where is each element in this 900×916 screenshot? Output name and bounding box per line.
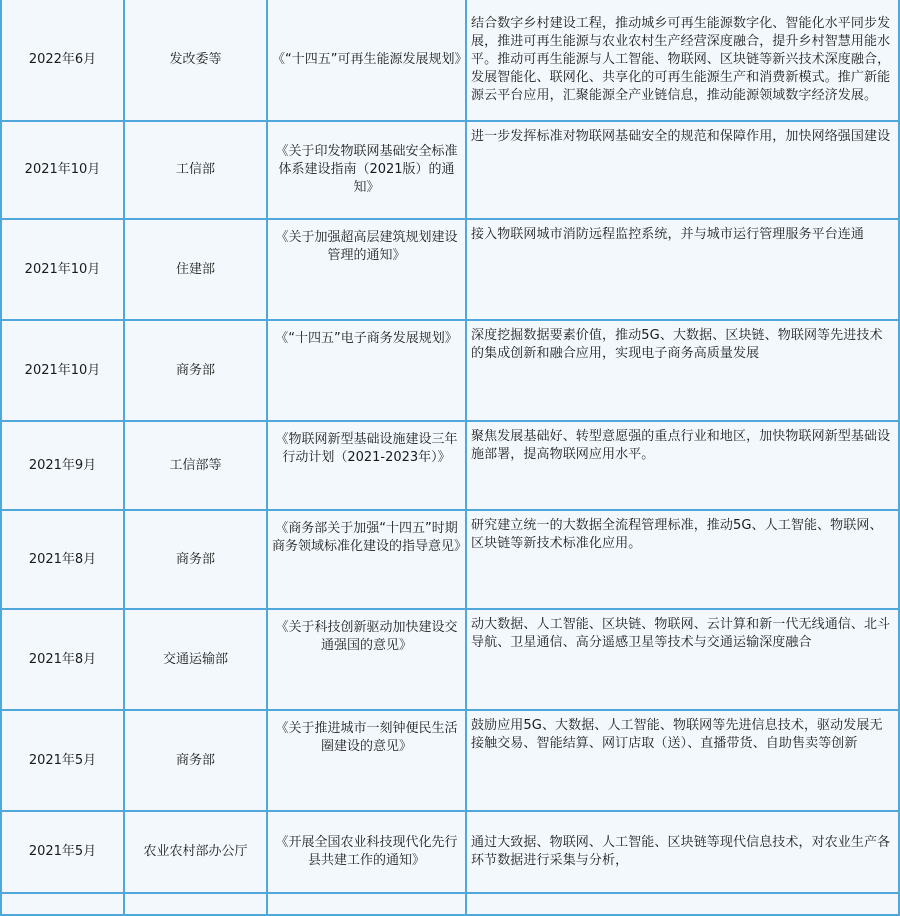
date-cell: 2021年10月 [1,121,124,219]
description-cell: 通过大致据、物联网、人工智能、区块链等现代信息技术，对农业生产各环节数据进行采集与分析， [466,811,899,893]
document-cell: 《关于加强超高层建筑规划建设管理的通知》 [267,219,466,320]
department-cell: 农业农村部办公厅 [124,811,267,893]
department-cell: 发改委等 [124,0,267,121]
table-row [1,121,899,219]
table-row [1,710,899,811]
department-cell: 工信部 [124,121,267,219]
table-row [1,510,899,609]
document-cell: 《“十四五”电子商务发展规划》 [267,320,466,421]
department-cell: 商务部 [124,710,267,811]
description-cell: 进一步发挥标准对物联网基础安全的规范和保障作用，加快网络强国建设 [466,121,899,219]
table-row [1,811,899,893]
date-cell: 2021年8月 [1,510,124,609]
table-row [1,421,899,510]
department-cell: 工信部等 [124,421,267,510]
table-row [1,320,899,421]
table-row [1,0,899,121]
date-cell: 2021年8月 [1,609,124,710]
description-cell: 研究建立统一的大数据全流程管理标准，推动5G、人工智能、物联网、区块链等新技术标准化应用。 [466,510,899,609]
date-cell: 2021年5月 [1,710,124,811]
document-cell: 《关于印发物联网基础安全标准体系建设指南（2021版）的通知》 [267,121,466,219]
department-cell: 交通运输部 [124,609,267,710]
document-cell: 《开展全国农业科技现代化先行县共建工作的通知》 [267,811,466,893]
document-cell: 《关于科技创新驱动加快建设交通强国的意见》 [267,609,466,710]
description-cell: 深度挖掘数据要素价值，推动5G、大数据、区块链、物联网等先进技术的集成创新和融合应用，实现电子商务高质量发展 [466,320,899,421]
description-cell: 动大数据、人工智能、区块链、物联网、云计算和新一代无线通信、北斗导航、卫星通信、高分遥感卫星等技术与交通运输深度融合 [466,609,899,710]
table-row [1,219,899,320]
department-cell: 商务部 [124,320,267,421]
document-cell: 《“十四五”可再生能源发展规划》 [267,0,466,121]
date-cell: 2021年5月 [1,811,124,893]
table-row [1,609,899,710]
document-cell [267,893,466,915]
date-cell: 2021年9月 [1,421,124,510]
document-cell: 《商务部关于加强“十四五”时期商务领域标准化建设的指导意见》 [267,510,466,609]
department-cell: 商务部 [124,510,267,609]
date-cell: 2021年10月 [1,219,124,320]
date-cell [1,893,124,915]
department-cell: 住建部 [124,219,267,320]
description-cell: 聚焦发展基础好、转型意愿强的重点行业和地区，加快物联网新型基础设施部署，提高物联网应用水平。 [466,421,899,510]
document-cell: 《物联网新型基础设施建设三年行动计划（2021-2023年）》 [267,421,466,510]
description-cell [466,893,899,915]
document-cell: 《关于推进城市一刻钟便民生活圈建设的意见》 [267,710,466,811]
table-row [1,893,899,915]
description-cell: 接入物联网城市消防远程监控系统，并与城市运行管理服务平台连通 [466,219,899,320]
description-cell: 鼓励应用5G、大数据、人工智能、物联网等先进信息技术，驱动发展无接触交易、智能结算、网订店取（送）、直播带货、自助售卖等创新 [466,710,899,811]
date-cell: 2022年6月 [1,0,124,121]
description-cell: 结合数字乡村建设工程，推动城乡可再生能源数字化、智能化水平同步发展，推进可再生能源与农业农村生产经营深度融合，提升乡村智慧用能水平。推动可再生能源与人工智能、物联网、区块链等新兴技术深度融合，发展智能化、联网化、共享化的可再生能源生产和消费新模式。推广新能源云平台应用，汇聚能源全产业链信息，推动能源领域数字经济发展。 [466,0,899,121]
department-cell [124,893,267,915]
date-cell: 2021年10月 [1,320,124,421]
